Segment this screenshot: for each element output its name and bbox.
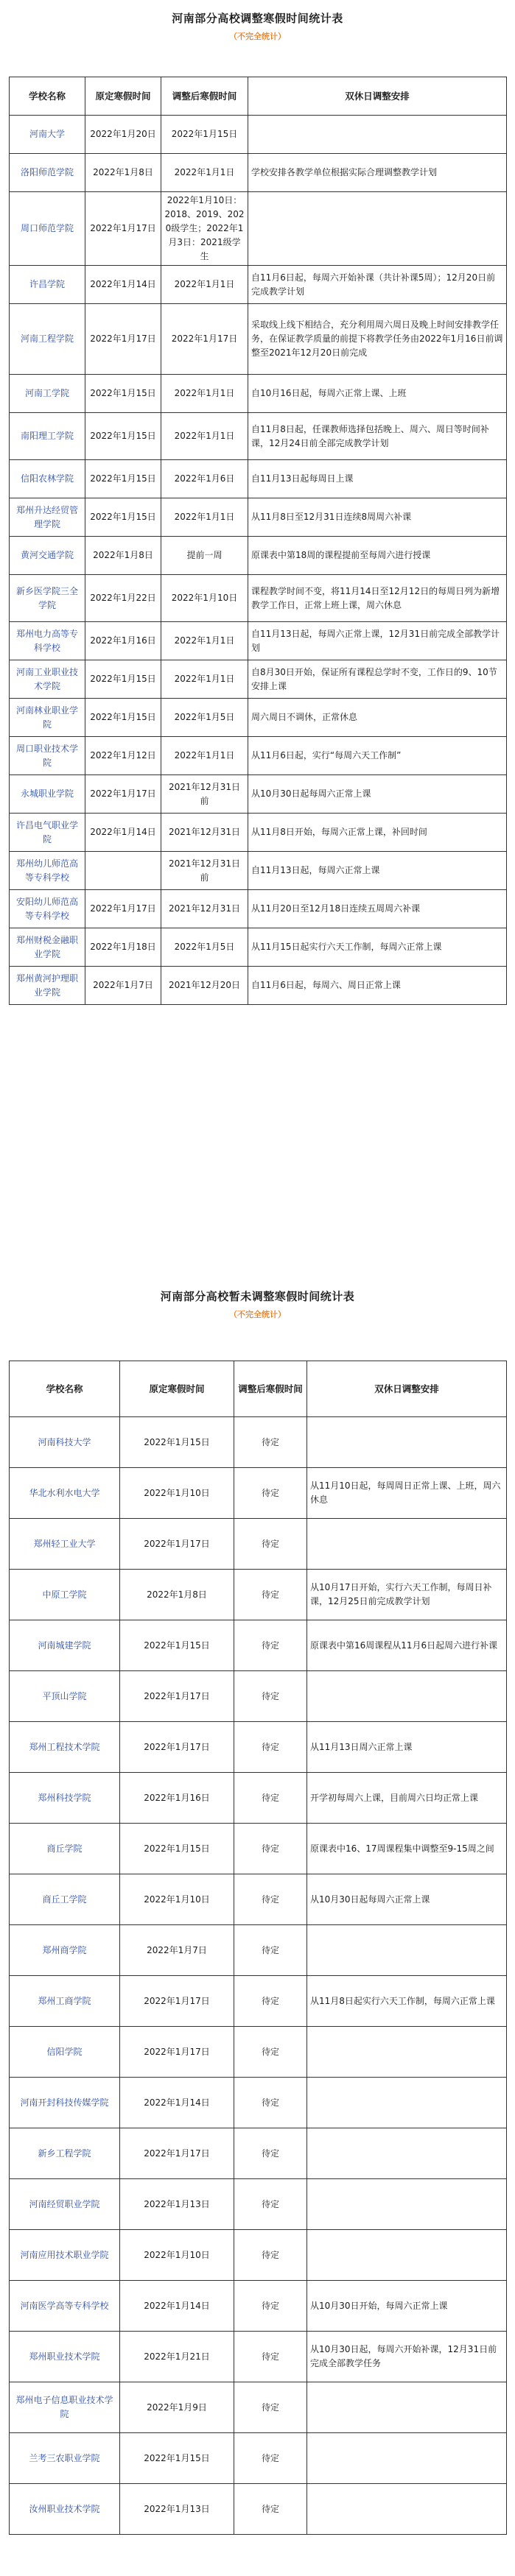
weekend-arrangement-cell: 自10月16日起，每周六正常上课、上班 bbox=[248, 375, 507, 413]
table2-body bbox=[10, 1417, 507, 2535]
weekend-arrangement-cell: 学校安排各教学单位根据实际合理调整教学计划 bbox=[248, 154, 507, 192]
school-name-cell: 郑州财税金融职业学院 bbox=[10, 928, 85, 967]
original-break-cell: 2022年1月15日 bbox=[85, 413, 161, 460]
table-row bbox=[10, 413, 507, 460]
weekend-arrangement-cell: 从11月15日起实行六天工作制，每周六正常上课 bbox=[248, 928, 507, 967]
adjusted-schools-table bbox=[9, 77, 507, 1005]
weekend-arrangement-cell: 自11月13日起，每周六正常上课，12月31日前完成全部教学计划 bbox=[248, 622, 507, 660]
adjusted-break-cell: 待定 bbox=[234, 2230, 307, 2281]
school-name-cell: 许昌电气职业学院 bbox=[10, 814, 85, 852]
weekend-arrangement-cell: 从10月30日开始，每周六正常上课 bbox=[307, 2281, 507, 2332]
table-row bbox=[10, 116, 507, 154]
original-break-cell: 2022年1月10日 bbox=[120, 2230, 234, 2281]
weekend-arrangement-cell: 从11月8日至12月31日连续8周周六补课 bbox=[248, 498, 507, 537]
adjusted-break-cell: 待定 bbox=[234, 2128, 307, 2179]
table-row bbox=[10, 1925, 507, 1976]
adjusted-break-cell: 待定 bbox=[234, 2433, 307, 2484]
adjusted-break-cell: 2022年1月1日 bbox=[161, 737, 248, 775]
weekend-arrangement-cell bbox=[307, 2179, 507, 2230]
original-break-cell: 2022年1月7日 bbox=[120, 1925, 234, 1976]
table-row bbox=[10, 2179, 507, 2230]
school-name-cell: 河南林业职业学院 bbox=[10, 699, 85, 737]
adjusted-break-cell: 待定 bbox=[234, 2484, 307, 2535]
school-name-cell: 河南科技大学 bbox=[10, 1417, 120, 1468]
weekend-arrangement-cell: 原课表中第18周的课程提前至每周六进行授课 bbox=[248, 537, 507, 575]
weekend-arrangement-cell bbox=[307, 2433, 507, 2484]
school-name-cell: 河南工业职业技术学院 bbox=[10, 660, 85, 699]
original-break-cell: 2022年1月7日 bbox=[85, 967, 161, 1005]
table-row bbox=[10, 699, 507, 737]
adjusted-break-cell: 待定 bbox=[234, 1976, 307, 2027]
adjusted-break-cell: 2021年12月31日前 bbox=[161, 775, 248, 814]
weekend-arrangement-cell bbox=[307, 1671, 507, 1722]
table-row bbox=[10, 2332, 507, 2382]
weekend-arrangement-cell: 从10月30日起每周六正常上课 bbox=[307, 1874, 507, 1925]
header-adjusted-break: 调整后寒假时间 bbox=[161, 77, 248, 116]
adjusted-break-cell: 2021年12月31日 bbox=[161, 890, 248, 928]
table-row bbox=[10, 1417, 507, 1468]
table-row bbox=[10, 2027, 507, 2078]
adjusted-break-cell: 待定 bbox=[234, 1925, 307, 1976]
adjusted-break-cell: 2022年1月1日 bbox=[161, 375, 248, 413]
weekend-arrangement-cell: 开学初每周六上课，目前周六日均正常上课 bbox=[307, 1773, 507, 1824]
table-header-row bbox=[10, 1361, 507, 1417]
weekend-arrangement-cell bbox=[307, 2128, 507, 2179]
adjusted-break-cell: 2022年1月5日 bbox=[161, 699, 248, 737]
school-name-cell: 郑州工程技术学院 bbox=[10, 1722, 120, 1773]
table-row bbox=[10, 1824, 507, 1874]
adjusted-break-cell: 2022年1月1日 bbox=[161, 498, 248, 537]
school-name-cell: 兰考三农职业学院 bbox=[10, 2433, 120, 2484]
school-name-cell: 郑州升达经贸管理学院 bbox=[10, 498, 85, 537]
adjusted-break-cell: 待定 bbox=[234, 1773, 307, 1824]
header-school: 学校名称 bbox=[10, 77, 85, 116]
weekend-arrangement-cell: 课程教学时间不变，将11月14日至12月12日的每周日列为新增教学工作日，正常上班上课，周六休息 bbox=[248, 575, 507, 622]
adjusted-break-cell: 待定 bbox=[234, 1671, 307, 1722]
weekend-arrangement-cell: 采取线上线下相结合，充分利用周六周日及晚上时间安排教学任务，在保证教学质量的前提下将教学任务由2022年1月16日前调整至2021年12月20日前完成 bbox=[248, 304, 507, 375]
weekend-arrangement-cell: 从10月30日起，每周六开始补课，12月31日前完成全部教学任务 bbox=[307, 2332, 507, 2382]
adjusted-break-cell: 2022年1月10日：2018、2019、2020级学生；2022年1月3日：2021级学生 bbox=[161, 192, 248, 266]
school-name-cell: 信阳农林学院 bbox=[10, 460, 85, 498]
weekend-arrangement-cell: 周六周日不调休，正常休息 bbox=[248, 699, 507, 737]
weekend-arrangement-cell: 从10月30日起每周六正常上课 bbox=[248, 775, 507, 814]
adjusted-break-cell: 2022年1月1日 bbox=[161, 622, 248, 660]
table-row bbox=[10, 2433, 507, 2484]
original-break-cell: 2022年1月15日 bbox=[85, 460, 161, 498]
school-name-cell: 南阳理工学院 bbox=[10, 413, 85, 460]
weekend-arrangement-cell: 从11月6日起，实行“每周六天工作制” bbox=[248, 737, 507, 775]
school-name-cell: 郑州电子信息职业技术学院 bbox=[10, 2382, 120, 2433]
adjusted-break-cell: 待定 bbox=[234, 1570, 307, 1620]
school-name-cell: 商丘学院 bbox=[10, 1824, 120, 1874]
adjusted-break-cell: 2022年1月17日 bbox=[161, 304, 248, 375]
school-name-cell: 河南城建学院 bbox=[10, 1620, 120, 1671]
weekend-arrangement-cell: 自11月13日起每周日上课 bbox=[248, 460, 507, 498]
school-name-cell: 华北水利水电大学 bbox=[10, 1468, 120, 1519]
header-original-break: 原定寒假时间 bbox=[85, 77, 161, 116]
adjusted-break-cell: 待定 bbox=[234, 2078, 307, 2128]
school-name-cell: 河南工学院 bbox=[10, 375, 85, 413]
school-name-cell: 河南经贸职业学院 bbox=[10, 2179, 120, 2230]
header-weekend-arrangement: 双休日调整安排 bbox=[307, 1361, 507, 1417]
school-name-cell: 许昌学院 bbox=[10, 266, 85, 304]
table-row bbox=[10, 2281, 507, 2332]
adjusted-break-cell: 2022年1月1日 bbox=[161, 413, 248, 460]
weekend-arrangement-cell: 自8月30日开始，保证所有课程总学时不变，工作日的9、10节安排上课 bbox=[248, 660, 507, 699]
adjusted-break-cell: 待定 bbox=[234, 1620, 307, 1671]
school-name-cell: 平顶山学院 bbox=[10, 1671, 120, 1722]
weekend-arrangement-cell bbox=[307, 2027, 507, 2078]
weekend-arrangement-cell bbox=[307, 2484, 507, 2535]
table-row bbox=[10, 1519, 507, 1570]
original-break-cell: 2022年1月17日 bbox=[120, 1671, 234, 1722]
original-break-cell: 2022年1月10日 bbox=[120, 1874, 234, 1925]
original-break-cell: 2022年1月15日 bbox=[85, 660, 161, 699]
table1-section bbox=[0, 0, 515, 998]
table-row bbox=[10, 1671, 507, 1722]
school-name-cell: 永城职业学院 bbox=[10, 775, 85, 814]
weekend-arrangement-cell: 从11月8日开始，每周六正常上课，补回时间 bbox=[248, 814, 507, 852]
weekend-arrangement-cell: 从10月17日开始，实行六天工作制，每周日补课，12月25日前完成教学计划 bbox=[307, 1570, 507, 1620]
weekend-arrangement-cell bbox=[307, 2230, 507, 2281]
original-break-cell: 2022年1月10日 bbox=[120, 1468, 234, 1519]
school-name-cell: 黄河交通学院 bbox=[10, 537, 85, 575]
original-break-cell: 2022年1月13日 bbox=[120, 2484, 234, 2535]
table2-section bbox=[0, 1278, 515, 2514]
school-name-cell: 周口职业技术学院 bbox=[10, 737, 85, 775]
table-row bbox=[10, 1976, 507, 2027]
table-row bbox=[10, 2078, 507, 2128]
original-break-cell: 2022年1月15日 bbox=[85, 498, 161, 537]
original-break-cell: 2022年1月18日 bbox=[85, 928, 161, 967]
adjusted-break-cell: 2022年1月5日 bbox=[161, 928, 248, 967]
school-name-cell: 郑州黄河护理职业学院 bbox=[10, 967, 85, 1005]
table-row bbox=[10, 1620, 507, 1671]
original-break-cell bbox=[85, 852, 161, 890]
original-break-cell: 2022年1月15日 bbox=[120, 1417, 234, 1468]
table-row bbox=[10, 266, 507, 304]
original-break-cell: 2022年1月22日 bbox=[85, 575, 161, 622]
table1-body bbox=[10, 116, 507, 1005]
school-name-cell: 郑州幼儿师范高等专科学校 bbox=[10, 852, 85, 890]
table-row bbox=[10, 852, 507, 890]
table1-subtitle: （不完全统计） bbox=[229, 32, 286, 41]
weekend-arrangement-cell: 从11月13日周六正常上课 bbox=[307, 1722, 507, 1773]
original-break-cell: 2022年1月8日 bbox=[85, 537, 161, 575]
original-break-cell: 2022年1月14日 bbox=[120, 2078, 234, 2128]
table-row bbox=[10, 304, 507, 375]
weekend-arrangement-cell bbox=[307, 2078, 507, 2128]
table-row bbox=[10, 2382, 507, 2433]
weekend-arrangement-cell bbox=[307, 1925, 507, 1976]
weekend-arrangement-cell bbox=[248, 192, 507, 266]
original-break-cell: 2022年1月17日 bbox=[120, 1976, 234, 2027]
school-name-cell: 河南大学 bbox=[10, 116, 85, 154]
table-row bbox=[10, 1722, 507, 1773]
school-name-cell: 郑州商学院 bbox=[10, 1925, 120, 1976]
adjusted-break-cell: 待定 bbox=[234, 2382, 307, 2433]
adjusted-break-cell: 2022年1月15日 bbox=[161, 116, 248, 154]
school-name-cell: 河南医学高等专科学校 bbox=[10, 2281, 120, 2332]
adjusted-break-cell: 待定 bbox=[234, 1824, 307, 1874]
original-break-cell: 2022年1月17日 bbox=[85, 192, 161, 266]
table2-title: 河南部分高校暂未调整寒假时间统计表 bbox=[160, 1290, 355, 1303]
weekend-arrangement-cell: 自11月8日起，任课教师选择包括晚上、周六、周日等时间补课，12月24日前全部完成教学计划 bbox=[248, 413, 507, 460]
table-row bbox=[10, 775, 507, 814]
adjusted-break-cell: 2021年12月31日前 bbox=[161, 852, 248, 890]
table-row bbox=[10, 1874, 507, 1925]
school-name-cell: 河南应用技术职业学院 bbox=[10, 2230, 120, 2281]
adjusted-break-cell: 待定 bbox=[234, 2332, 307, 2382]
school-name-cell: 信阳学院 bbox=[10, 2027, 120, 2078]
school-name-cell: 商丘工学院 bbox=[10, 1874, 120, 1925]
table-row bbox=[10, 192, 507, 266]
school-name-cell: 河南开封科技传媒学院 bbox=[10, 2078, 120, 2128]
table-row bbox=[10, 928, 507, 967]
table-row bbox=[10, 375, 507, 413]
weekend-arrangement-cell: 从11月10日起，每周周日正常上课、上班，周六休息 bbox=[307, 1468, 507, 1519]
weekend-arrangement-cell: 自11月6日起，每周六开始补课（共计补课5周）；12月20日前完成教学计划 bbox=[248, 266, 507, 304]
adjusted-break-cell: 待定 bbox=[234, 1468, 307, 1519]
original-break-cell: 2022年1月17日 bbox=[85, 775, 161, 814]
original-break-cell: 2022年1月16日 bbox=[85, 622, 161, 660]
original-break-cell: 2022年1月8日 bbox=[85, 154, 161, 192]
original-break-cell: 2022年1月14日 bbox=[85, 814, 161, 852]
school-name-cell: 郑州科技学院 bbox=[10, 1773, 120, 1824]
adjusted-break-cell: 待定 bbox=[234, 2027, 307, 2078]
school-name-cell: 郑州工商学院 bbox=[10, 1976, 120, 2027]
table-row bbox=[10, 737, 507, 775]
school-name-cell: 河南工程学院 bbox=[10, 304, 85, 375]
adjusted-break-cell: 待定 bbox=[234, 2179, 307, 2230]
school-name-cell: 郑州轻工业大学 bbox=[10, 1519, 120, 1570]
table-row bbox=[10, 2128, 507, 2179]
original-break-cell: 2022年1月15日 bbox=[120, 2433, 234, 2484]
school-name-cell: 郑州职业技术学院 bbox=[10, 2332, 120, 2382]
pending-schools-table bbox=[9, 1361, 507, 2535]
school-name-cell: 中原工学院 bbox=[10, 1570, 120, 1620]
weekend-arrangement-cell: 原课表中16、17周课程集中调整至9-15周之间 bbox=[307, 1824, 507, 1874]
weekend-arrangement-cell bbox=[248, 116, 507, 154]
original-break-cell: 2022年1月17日 bbox=[85, 890, 161, 928]
table-row bbox=[10, 967, 507, 1005]
adjusted-break-cell: 2022年1月6日 bbox=[161, 460, 248, 498]
original-break-cell: 2022年1月17日 bbox=[120, 2128, 234, 2179]
original-break-cell: 2022年1月17日 bbox=[120, 1722, 234, 1773]
school-name-cell: 洛阳师范学院 bbox=[10, 154, 85, 192]
table-row bbox=[10, 2484, 507, 2535]
original-break-cell: 2022年1月20日 bbox=[85, 116, 161, 154]
adjusted-break-cell: 2022年1月1日 bbox=[161, 660, 248, 699]
original-break-cell: 2022年1月15日 bbox=[85, 699, 161, 737]
weekend-arrangement-cell bbox=[307, 1417, 507, 1468]
weekend-arrangement-cell: 原课表中第16周课程从11月6日起周六进行补课 bbox=[307, 1620, 507, 1671]
table-row bbox=[10, 890, 507, 928]
adjusted-break-cell: 待定 bbox=[234, 1417, 307, 1468]
table-row bbox=[10, 460, 507, 498]
original-break-cell: 2022年1月9日 bbox=[120, 2382, 234, 2433]
original-break-cell: 2022年1月17日 bbox=[120, 2027, 234, 2078]
header-original-break: 原定寒假时间 bbox=[120, 1361, 234, 1417]
original-break-cell: 2022年1月15日 bbox=[120, 1620, 234, 1671]
school-name-cell: 郑州电力高等专科学校 bbox=[10, 622, 85, 660]
adjusted-break-cell: 提前一周 bbox=[161, 537, 248, 575]
original-break-cell: 2022年1月21日 bbox=[120, 2332, 234, 2382]
original-break-cell: 2022年1月15日 bbox=[120, 1824, 234, 1874]
adjusted-break-cell: 待定 bbox=[234, 1874, 307, 1925]
table-row bbox=[10, 575, 507, 622]
school-name-cell: 汝州职业技术学院 bbox=[10, 2484, 120, 2535]
table-row bbox=[10, 622, 507, 660]
adjusted-break-cell: 待定 bbox=[234, 1519, 307, 1570]
table-row bbox=[10, 1468, 507, 1519]
original-break-cell: 2022年1月14日 bbox=[85, 266, 161, 304]
table-row bbox=[10, 660, 507, 699]
original-break-cell: 2022年1月16日 bbox=[120, 1773, 234, 1824]
original-break-cell: 2022年1月15日 bbox=[85, 375, 161, 413]
weekend-arrangement-cell: 从11月20日至12月18日连续五周周六补课 bbox=[248, 890, 507, 928]
school-name-cell: 新乡工程学院 bbox=[10, 2128, 120, 2179]
weekend-arrangement-cell: 从11月8日起实行六天工作制，每周六正常上课 bbox=[307, 1976, 507, 2027]
adjusted-break-cell: 2021年12月20日 bbox=[161, 967, 248, 1005]
table2-subtitle: （不完全统计） bbox=[229, 1310, 286, 1319]
table-row bbox=[10, 814, 507, 852]
school-name-cell: 周口师范学院 bbox=[10, 192, 85, 266]
table-row bbox=[10, 1773, 507, 1824]
header-weekend-arrangement: 双休日调整安排 bbox=[248, 77, 507, 116]
header-adjusted-break: 调整后寒假时间 bbox=[234, 1361, 307, 1417]
table-row bbox=[10, 154, 507, 192]
original-break-cell: 2022年1月17日 bbox=[85, 304, 161, 375]
school-name-cell: 安阳幼儿师范高等专科学校 bbox=[10, 890, 85, 928]
table-row bbox=[10, 537, 507, 575]
original-break-cell: 2022年1月14日 bbox=[120, 2281, 234, 2332]
weekend-arrangement-cell bbox=[307, 2382, 507, 2433]
adjusted-break-cell: 2022年1月10日 bbox=[161, 575, 248, 622]
adjusted-break-cell: 2021年12月31日 bbox=[161, 814, 248, 852]
weekend-arrangement-cell: 自11月6日起，每周六、周日正常上课 bbox=[248, 967, 507, 1005]
original-break-cell: 2022年1月13日 bbox=[120, 2179, 234, 2230]
original-break-cell: 2022年1月12日 bbox=[85, 737, 161, 775]
weekend-arrangement-cell bbox=[307, 1519, 507, 1570]
adjusted-break-cell: 2022年1月1日 bbox=[161, 266, 248, 304]
original-break-cell: 2022年1月8日 bbox=[120, 1570, 234, 1620]
school-name-cell: 新乡医学院三全学院 bbox=[10, 575, 85, 622]
table-row bbox=[10, 1570, 507, 1620]
table-header-row bbox=[10, 77, 507, 116]
header-school: 学校名称 bbox=[10, 1361, 120, 1417]
adjusted-break-cell: 待定 bbox=[234, 2281, 307, 2332]
original-break-cell: 2022年1月17日 bbox=[120, 1519, 234, 1570]
adjusted-break-cell: 2022年1月1日 bbox=[161, 154, 248, 192]
adjusted-break-cell: 待定 bbox=[234, 1722, 307, 1773]
table1-title: 河南部分高校调整寒假时间统计表 bbox=[172, 12, 343, 25]
table-row bbox=[10, 498, 507, 537]
weekend-arrangement-cell: 自11月13日起，每周六正常上课 bbox=[248, 852, 507, 890]
table-row bbox=[10, 2230, 507, 2281]
